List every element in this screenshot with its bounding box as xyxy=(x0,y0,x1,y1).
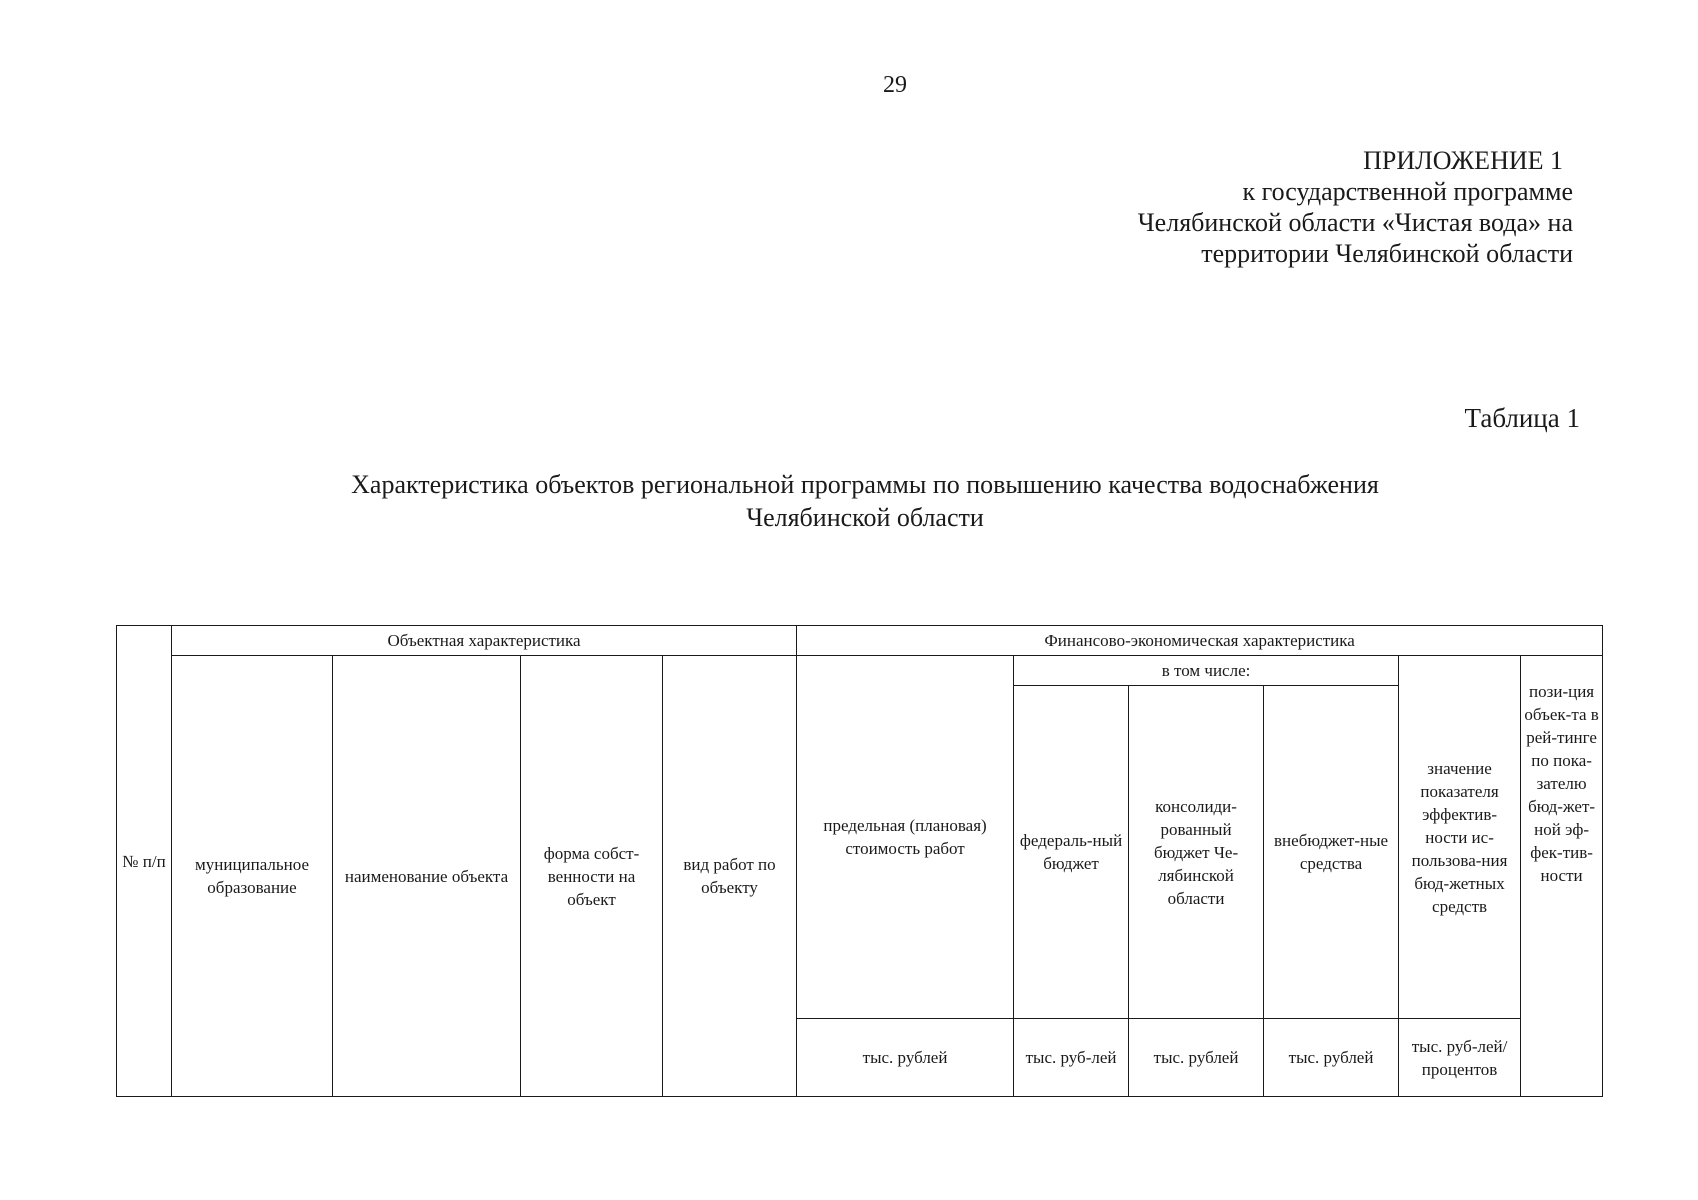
col-off-budget-header: внебюджет-ные средства xyxy=(1264,686,1399,1019)
unit-efficiency: тыс. руб-лей/ процентов xyxy=(1399,1019,1521,1097)
unit-off-budget: тыс. рублей xyxy=(1264,1019,1399,1097)
col-number-header: № п/п xyxy=(117,626,172,1097)
unit-max-cost: тыс. рублей xyxy=(797,1019,1014,1097)
table-caption: Таблица 1 xyxy=(1464,403,1580,433)
document-title xyxy=(240,468,1490,534)
object-characteristics-header: Объектная характеристика xyxy=(172,626,797,656)
objects-table xyxy=(116,625,1603,1097)
col-object-name-header: наименование объекта xyxy=(333,656,521,1097)
including-header: в том числе: xyxy=(1014,656,1399,686)
col-municipality-header: муниципальное образование xyxy=(172,656,333,1097)
appendix-line-3: территории Челябинской области xyxy=(1201,239,1573,268)
appendix-line-1: к государственной программе xyxy=(1242,177,1573,206)
unit-federal: тыс. руб-лей xyxy=(1014,1019,1129,1097)
appendix-title: ПРИЛОЖЕНИЕ 1 xyxy=(1363,146,1563,175)
col-max-cost-header: предельная (плановая) стоимость работ xyxy=(797,656,1014,1019)
appendix-block xyxy=(1053,145,1573,269)
col-efficiency-header: значение показателя эффектив-ности ис-пользова-ния бюд-жетных средств xyxy=(1399,656,1521,1019)
finance-characteristics-header: Финансово-экономическая характеристика xyxy=(797,626,1603,656)
col-ownership-header: форма собст-венности на объект xyxy=(521,656,663,1097)
document-title-line-2: Челябинской области xyxy=(746,503,984,532)
col-consolidated-header: консолиди-рованный бюджет Че-лябинской области xyxy=(1129,686,1264,1019)
col-work-type-header: вид работ по объекту xyxy=(663,656,797,1097)
document-title-line-1: Характеристика объектов региональной программы по повышению качества водоснабжения xyxy=(351,470,1379,499)
page-number: 29 xyxy=(883,72,907,98)
appendix-line-2: Челябинской области «Чистая вода» на xyxy=(1137,208,1573,237)
col-federal-header: федераль-ный бюджет xyxy=(1014,686,1129,1019)
unit-consolidated: тыс. рублей xyxy=(1129,1019,1264,1097)
col-rating-header: пози-ция объек-та в рей-тинге по пока-зателю бюд-жет-ной эф-фек-тив-ности xyxy=(1521,656,1603,1097)
